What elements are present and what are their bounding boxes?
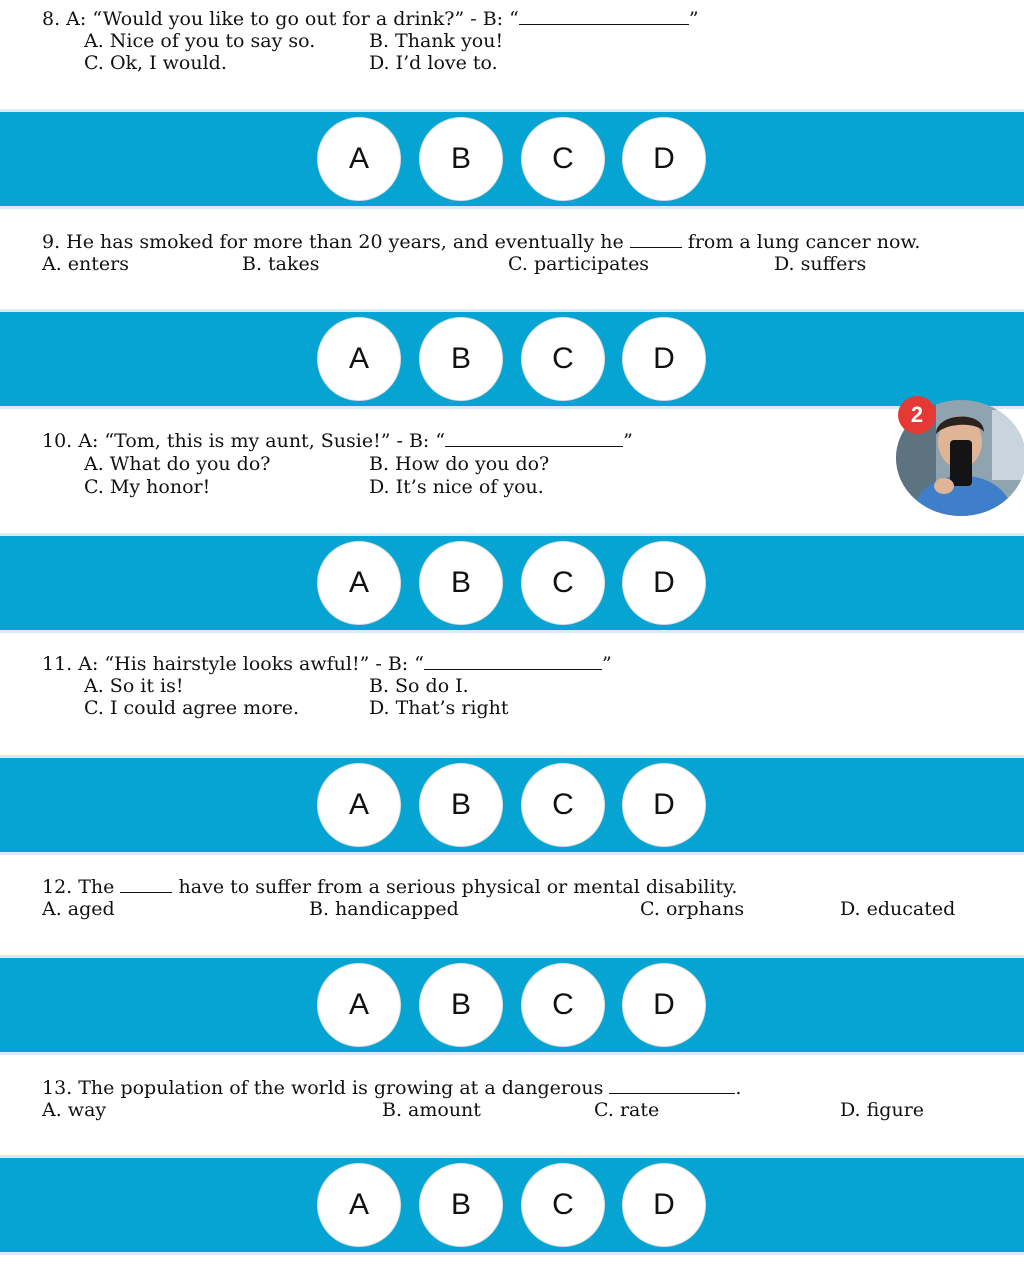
choice-c-button[interactable]: C	[521, 541, 605, 625]
question-12-stem: 12. The have to suffer from a serious physical or mental disability.	[42, 876, 738, 898]
choice-b-button[interactable]: B	[419, 117, 503, 201]
choice-d-button[interactable]: D	[622, 541, 706, 625]
question-11	[0, 636, 1024, 756]
choice-a-button[interactable]: A	[317, 963, 401, 1047]
question-10-stem: 10. A: “Tom, this is my aunt, Susie!” - B: “ ”	[42, 430, 633, 452]
question-10-option-a: A. What do you do?	[84, 453, 271, 475]
question-8-option-c: C. Ok, I would.	[84, 52, 227, 74]
question-12-option-a: A. aged	[42, 898, 115, 920]
choice-c-button[interactable]: C	[521, 1163, 605, 1247]
question-8-option-b: B. Thank you!	[369, 30, 504, 52]
choice-d-button[interactable]: D	[622, 317, 706, 401]
question-10-option-c: C. My honor!	[84, 476, 211, 498]
choice-b-button[interactable]: B	[419, 1163, 503, 1247]
question-11-option-d: D. That’s right	[369, 697, 509, 719]
notification-badge: 2	[898, 396, 936, 434]
question-13-option-c: C. rate	[594, 1099, 660, 1121]
question-10-option-d: D. It’s nice of you.	[369, 476, 544, 498]
question-8	[0, 0, 1024, 108]
question-8-option-a: A. Nice of you to say so.	[84, 30, 316, 52]
answer-blank	[424, 655, 602, 670]
question-12-option-b: B. handicapped	[309, 898, 459, 920]
choice-d-button[interactable]: D	[622, 117, 706, 201]
choice-a-button[interactable]: A	[317, 317, 401, 401]
choice-c-button[interactable]: C	[521, 317, 605, 401]
question-8-option-d: D. I’d love to.	[369, 52, 498, 74]
answer-blank	[445, 432, 623, 447]
question-11-option-b: B. So do I.	[369, 675, 469, 697]
choice-b-button[interactable]: B	[419, 963, 503, 1047]
question-10-option-b: B. How do you do?	[369, 453, 550, 475]
answer-bar-8	[0, 112, 1024, 206]
question-13-option-d: D. figure	[840, 1099, 925, 1121]
question-12-option-d: D. educated	[840, 898, 956, 920]
question-12-option-c: C. orphans	[640, 898, 745, 920]
question-11-option-c: C. I could agree more.	[84, 697, 300, 719]
question-11-option-a: A. So it is!	[84, 675, 184, 697]
question-9-option-d: D. suffers	[774, 253, 867, 275]
choice-a-button[interactable]: A	[317, 117, 401, 201]
choice-b-button[interactable]: B	[419, 763, 503, 847]
question-9-stem: 9. He has smoked for more than 20 years, and eventually he from a lung cancer now.	[42, 231, 921, 253]
question-9-option-c: C. participates	[508, 253, 650, 275]
answer-bar-11	[0, 758, 1024, 852]
answer-bar-12	[0, 958, 1024, 1052]
question-9	[0, 216, 1024, 312]
question-13-option-b: B. amount	[382, 1099, 481, 1121]
choice-a-button[interactable]: A	[317, 763, 401, 847]
answer-blank	[609, 1079, 735, 1094]
answer-bar-9	[0, 312, 1024, 406]
choice-d-button[interactable]: D	[622, 763, 706, 847]
question-12	[0, 858, 1024, 956]
question-9-option-b: B. takes	[242, 253, 320, 275]
choice-c-button[interactable]: C	[521, 963, 605, 1047]
choice-b-button[interactable]: B	[419, 317, 503, 401]
question-13	[0, 1058, 1024, 1156]
question-10	[0, 412, 1024, 534]
choice-d-button[interactable]: D	[622, 963, 706, 1047]
choice-a-button[interactable]: A	[317, 541, 401, 625]
choice-a-button[interactable]: A	[317, 1163, 401, 1247]
answer-bar-13	[0, 1158, 1024, 1252]
question-9-option-a: A. enters	[42, 253, 129, 275]
question-11-stem: 11. A: “His hairstyle looks awful!” - B: “ ”	[42, 653, 612, 675]
answer-bar-10	[0, 536, 1024, 630]
answer-blank	[630, 233, 682, 248]
question-13-stem: 13. The population of the world is growing at a dangerous .	[42, 1077, 742, 1099]
choice-d-button[interactable]: D	[622, 1163, 706, 1247]
choice-c-button[interactable]: C	[521, 117, 605, 201]
answer-blank	[519, 10, 689, 25]
answer-blank	[120, 878, 172, 893]
choice-c-button[interactable]: C	[521, 763, 605, 847]
question-8-stem: 8. A: “Would you like to go out for a drink?” - B: “ ”	[42, 8, 699, 30]
choice-b-button[interactable]: B	[419, 541, 503, 625]
question-13-option-a: A. way	[42, 1099, 107, 1121]
